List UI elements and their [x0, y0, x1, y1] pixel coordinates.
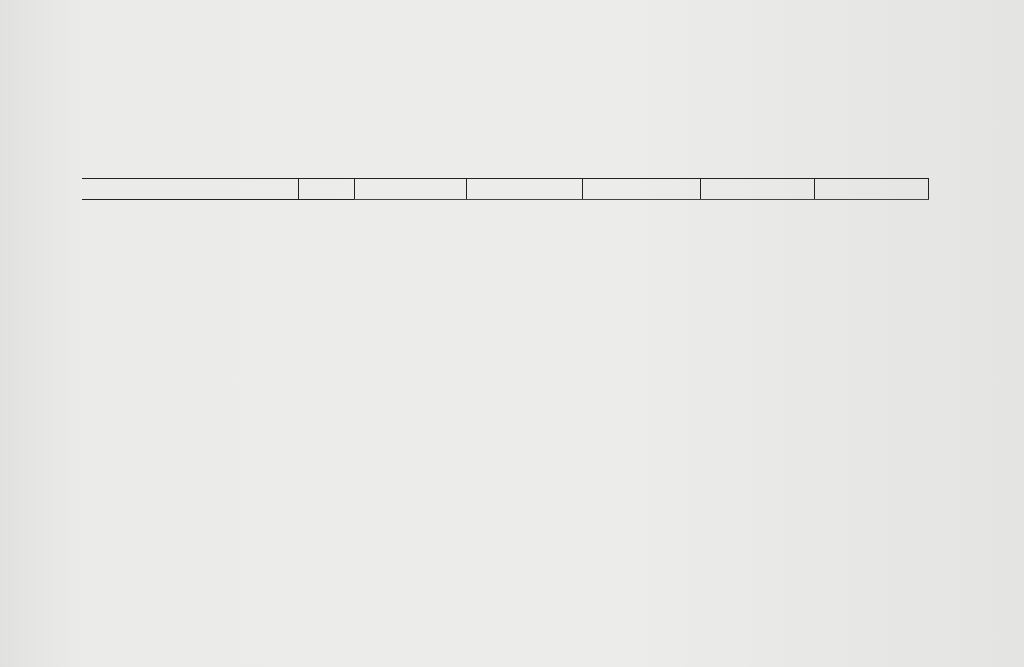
data-table: [82, 178, 929, 200]
header-month-vii: [582, 179, 700, 200]
header-gatunek: [82, 179, 298, 200]
header-rok: [298, 179, 354, 200]
header-month-ix: [814, 179, 928, 200]
header-month-vi: [466, 179, 582, 200]
header-month-viii: [700, 179, 814, 200]
header-month-v: [354, 179, 466, 200]
